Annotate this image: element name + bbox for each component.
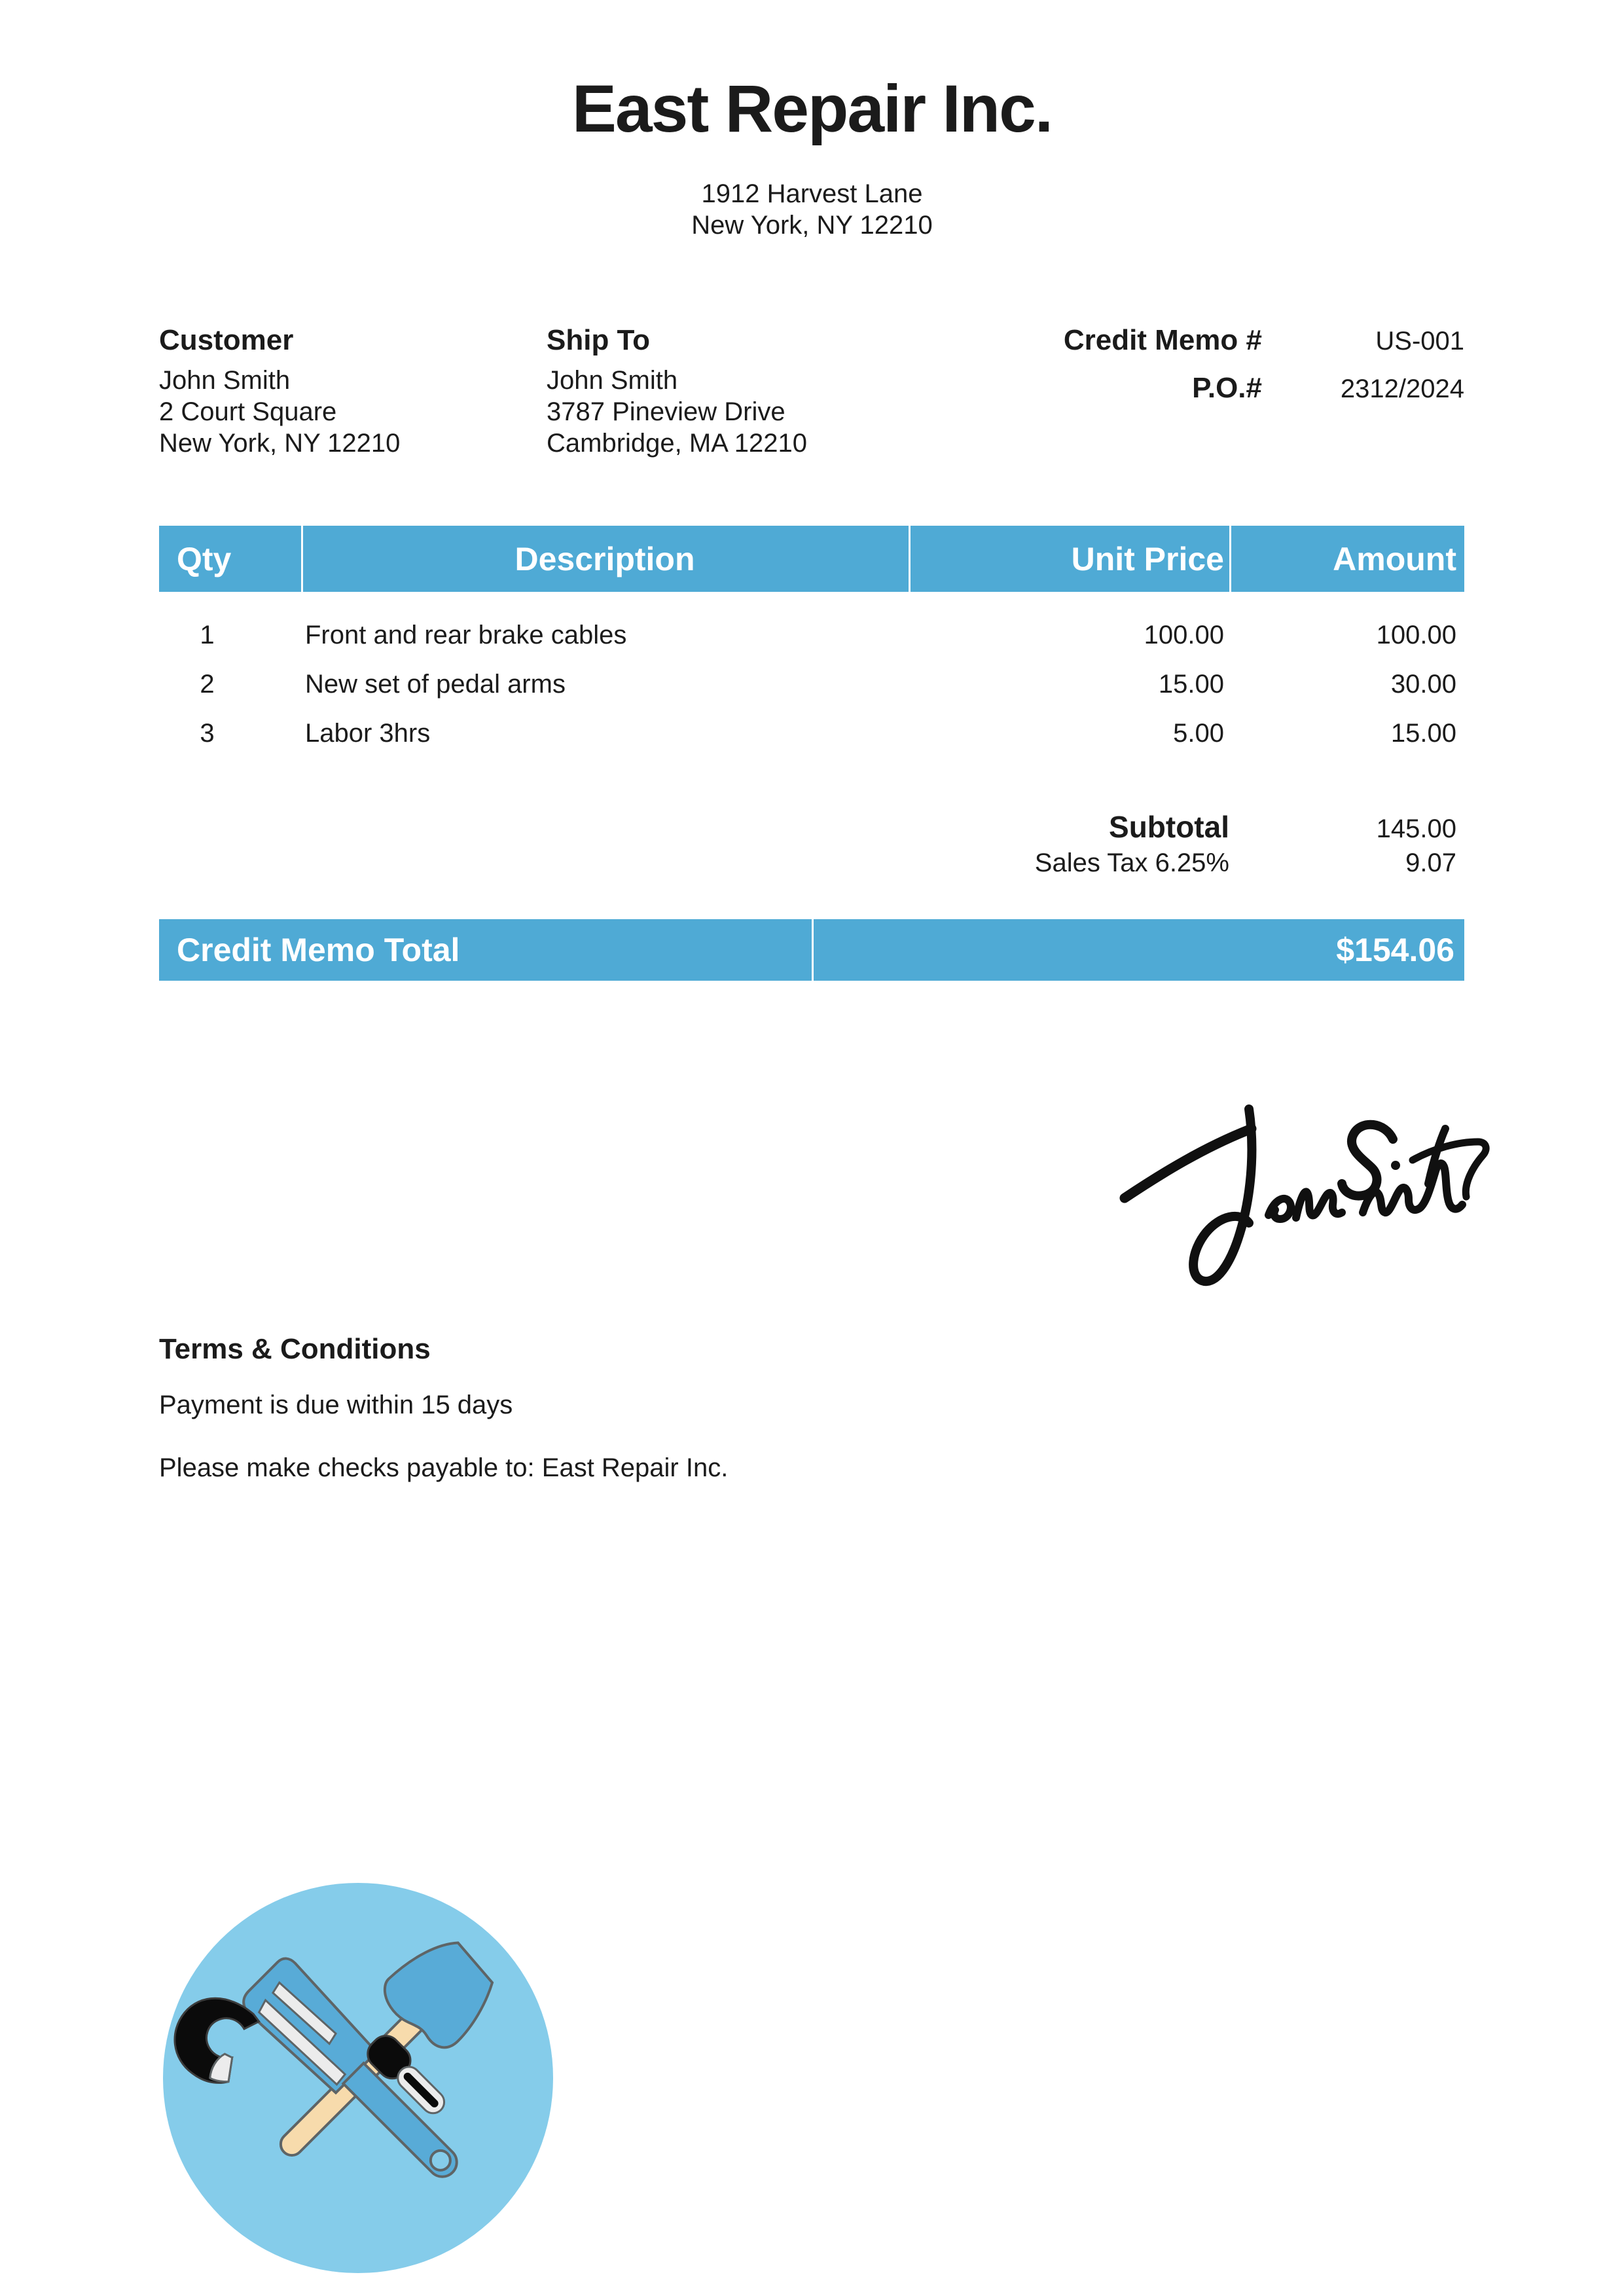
credit-memo-number-label: Credit Memo #: [1063, 324, 1262, 356]
terms-block: [159, 1333, 1075, 1484]
cell-qty: 2: [200, 670, 215, 699]
cell-amount: 100.00: [1376, 621, 1456, 649]
table-header-row: [159, 526, 1464, 592]
header-divider: [909, 526, 911, 592]
subtotal-row: [159, 812, 1464, 844]
sales-tax-value: 9.07: [1405, 848, 1456, 877]
col-header-amount: Amount: [1333, 540, 1456, 577]
ship-to-address: [547, 365, 952, 459]
customer-street: 2 Court Square: [159, 397, 337, 426]
ship-to-heading: Ship To: [547, 324, 651, 356]
cell-amount: 15.00: [1390, 719, 1456, 748]
po-number-value: 2312/2024: [1340, 374, 1464, 403]
ship-to-street: 3787 Pineview Drive: [547, 397, 785, 426]
credit-memo-total-bar: [159, 919, 1464, 981]
cell-description: Labor 3hrs: [305, 719, 431, 748]
col-header-unit-price: Unit Price: [1071, 540, 1224, 577]
customer-city: New York, NY 12210: [159, 429, 401, 458]
memo-meta-block: [949, 324, 1464, 420]
cell-qty: 3: [200, 719, 215, 748]
credit-memo-total-value: $154.06: [1336, 932, 1454, 968]
subtotal-value: 145.00: [1376, 814, 1456, 843]
col-header-description: Description: [514, 540, 695, 577]
header-divider: [301, 526, 303, 592]
company-name: East Repair Inc.: [571, 71, 1053, 146]
table-row: [159, 611, 1464, 660]
customer-address: [159, 365, 526, 459]
line-items-table: [159, 526, 1464, 758]
ship-to-name: John Smith: [547, 366, 678, 395]
ship-to-block: [547, 324, 952, 459]
signature: [1100, 1055, 1492, 1311]
customer-heading: Customer: [159, 324, 294, 356]
cell-description: New set of pedal arms: [305, 670, 566, 699]
sales-tax-row: [159, 848, 1464, 878]
credit-memo-number-row: [949, 324, 1464, 357]
company-address-line2: New York, NY 12210: [691, 211, 933, 240]
john-smith-signature-icon: [1100, 1055, 1492, 1311]
cell-unit-price: 15.00: [1158, 670, 1224, 699]
wrench-and-plunger-logo-icon: [155, 1875, 561, 2281]
terms-line-payment: Payment is due within 15 days: [159, 1391, 513, 1419]
terms-line-checks: Please make checks payable to: East Repair Inc.: [159, 1453, 729, 1482]
table-row: [159, 709, 1464, 758]
credit-memo-number-value: US-001: [1375, 327, 1464, 355]
customer-block: [159, 324, 526, 459]
subtotal-label: Subtotal: [1109, 810, 1229, 844]
credit-memo-total-label: Credit Memo Total: [177, 932, 460, 968]
cell-amount: 30.00: [1390, 670, 1456, 699]
company-address-line1: 1912 Harvest Lane: [701, 179, 923, 208]
cell-unit-price: 5.00: [1173, 719, 1224, 748]
customer-name: John Smith: [159, 366, 291, 395]
header-divider: [1229, 526, 1231, 592]
signature-i-dot: [1391, 1161, 1400, 1170]
ship-to-city: Cambridge, MA 12210: [547, 429, 808, 458]
terms-heading: Terms & Conditions: [159, 1333, 431, 1365]
cell-unit-price: 100.00: [1144, 621, 1224, 649]
table-row: [159, 660, 1464, 709]
total-bar-divider: [812, 919, 814, 981]
col-header-qty: Qty: [177, 540, 232, 577]
po-number-label: P.O.#: [1192, 372, 1262, 404]
sales-tax-label: Sales Tax 6.25%: [1034, 848, 1229, 877]
company-address: [0, 178, 1624, 241]
po-number-row: [949, 372, 1464, 405]
cell-qty: 1: [200, 621, 215, 649]
cell-description: Front and rear brake cables: [305, 621, 627, 649]
company-logo: [155, 1875, 561, 2281]
table-body: [159, 592, 1464, 758]
